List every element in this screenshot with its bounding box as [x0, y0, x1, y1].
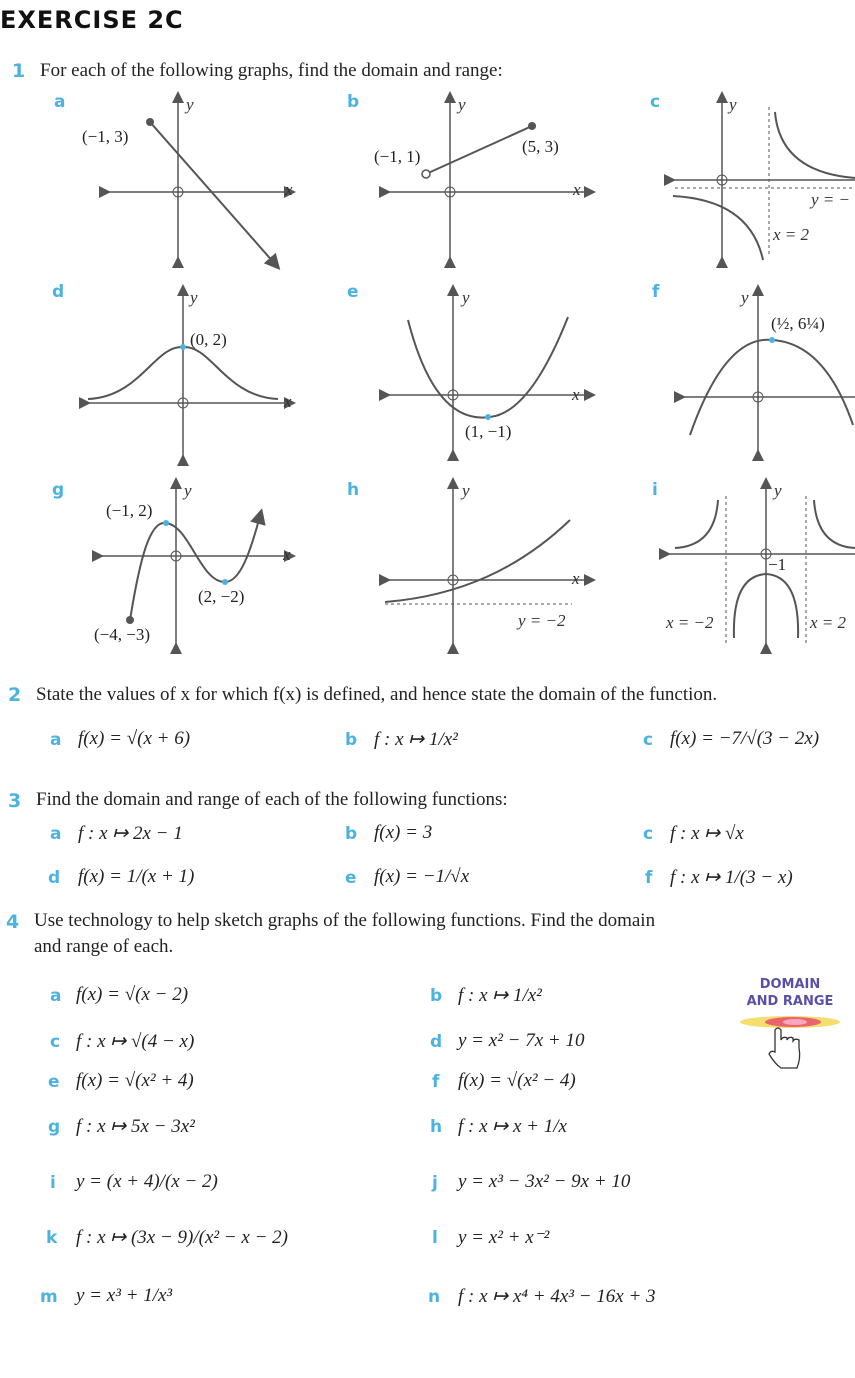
graph-c-vertical-asymptote-label: x = 2: [773, 225, 810, 244]
question-2-number: 2: [8, 684, 22, 706]
q4-part-c-expr: f : x ↦ √(4 − x): [76, 1031, 195, 1052]
graph-f-point-label: (½, 6¼): [771, 314, 825, 333]
q4-part-i-letter: i: [50, 1173, 56, 1193]
question-3-text: Find the domain and range of each of the following functions:: [36, 789, 508, 810]
graph-i-mark-label: −1: [768, 555, 787, 574]
graph-a-y-label: y: [186, 95, 194, 114]
question-1-text: For each of the following graphs, find the domain and range:: [40, 60, 503, 81]
q3-part-b-expr: f(x) = 3: [374, 822, 433, 843]
graph-i-right-asymptote-label: x = 2: [810, 613, 847, 632]
graph-i-letter: i: [652, 480, 658, 500]
pointing-hand-icon: [735, 1010, 845, 1070]
graph-b: [370, 92, 600, 272]
q3-part-c-letter: c: [643, 824, 654, 844]
q4-part-i-expr: y = (x + 4)/(x − 2): [76, 1171, 218, 1192]
q4-part-a-letter: a: [50, 986, 62, 1006]
graph-f-letter: f: [652, 282, 660, 302]
graph-a-point-label: (−1, 3): [82, 127, 129, 146]
graph-h-asymptote-label: y = −2: [518, 611, 566, 630]
domain-and-range-badge[interactable]: [735, 976, 845, 1074]
q3-part-e-expr: f(x) = −1/√x: [374, 866, 470, 887]
q4-part-m-letter: m: [40, 1287, 58, 1307]
badge-line2: AND RANGE: [746, 994, 834, 1009]
q4-part-k-letter: k: [46, 1228, 58, 1248]
q2-part-b-expr: f : x ↦ 1/x²: [374, 729, 458, 750]
q3-part-f-expr: f : x ↦ 1/(3 − x): [670, 867, 793, 888]
q4-part-h-letter: h: [430, 1117, 443, 1137]
question-3-number: 3: [8, 790, 22, 812]
q3-part-e-letter: e: [345, 868, 357, 888]
question-4-number: 4: [6, 911, 20, 933]
q2-part-a-expr: f(x) = √(x + 6): [78, 728, 191, 749]
graph-b-x-label: x: [573, 180, 581, 199]
q4-part-f-expr: f(x) = √(x² − 4): [458, 1070, 576, 1091]
graph-h-y-label: y: [462, 481, 470, 500]
q4-part-j-letter: j: [432, 1173, 438, 1193]
q2-part-b-letter: b: [345, 730, 358, 750]
graph-g-point1-label: (−1, 2): [106, 501, 153, 520]
q4-part-c-letter: c: [50, 1032, 61, 1052]
q4-part-l-letter: l: [432, 1228, 438, 1248]
graph-b-point1-label: (−1, 1): [374, 147, 421, 166]
q3-part-d-expr: f(x) = 1/(x + 1): [78, 866, 195, 887]
q4-part-j-expr: y = x³ − 3x² − 9x + 10: [458, 1171, 631, 1192]
q3-part-a-expr: f : x ↦ 2x − 1: [78, 823, 183, 844]
graph-c-y-label: y: [729, 95, 737, 114]
q4-part-g-expr: f : x ↦ 5x − 3x²: [76, 1116, 195, 1137]
graph-f: [675, 285, 855, 465]
graph-a: [80, 92, 310, 272]
graph-d-point-label: (0, 2): [190, 330, 227, 349]
q4-part-b-letter: b: [430, 986, 443, 1006]
question-4-text-line1: Use technology to help sketch graphs of the following functions. Find the domain: [34, 910, 656, 931]
q2-part-c-expr: f(x) = −7/√(3 − 2x): [670, 728, 820, 749]
graph-g-x-label: x: [283, 545, 291, 564]
graph-g-point3-label: (−4, −3): [94, 625, 150, 644]
graph-g-point2-label: (2, −2): [198, 587, 245, 606]
graph-c: [665, 92, 855, 272]
q3-part-b-letter: b: [345, 824, 358, 844]
q4-part-k-expr: f : x ↦ (3x − 9)/(x² − x − 2): [76, 1227, 289, 1248]
graph-a-letter: a: [54, 92, 66, 112]
graph-b-point2-label: (5, 3): [522, 137, 559, 156]
q4-part-e-letter: e: [48, 1072, 60, 1092]
q4-part-m-expr: y = x³ + 1/x³: [76, 1285, 173, 1306]
graph-e-y-label: y: [462, 288, 470, 307]
graph-c-letter: c: [650, 92, 661, 112]
graph-g-y-label: y: [184, 481, 192, 500]
graph-h: [380, 478, 600, 656]
graph-d-x-label: x: [284, 392, 292, 411]
graph-f-y-label: y: [741, 288, 749, 307]
graph-h-x-label: x: [572, 569, 580, 588]
question-1-number: 1: [12, 60, 26, 82]
q4-part-h-expr: f : x ↦ x + 1/x: [458, 1116, 567, 1137]
q4-part-a-expr: f(x) = √(x − 2): [76, 984, 189, 1005]
graph-i-y-label: y: [774, 481, 782, 500]
q3-part-a-letter: a: [50, 824, 62, 844]
q4-part-d-letter: d: [430, 1032, 443, 1052]
graph-b-closed-endpoint: [528, 122, 536, 130]
graph-g-letter: g: [52, 480, 65, 500]
q3-part-f-letter: f: [645, 868, 653, 888]
q3-part-d-letter: d: [48, 868, 61, 888]
q4-part-l-expr: y = x² + x⁻²: [458, 1227, 550, 1248]
q4-part-e-expr: f(x) = √(x² + 4): [76, 1070, 194, 1091]
graph-e: [380, 285, 600, 465]
q4-part-n-letter: n: [428, 1287, 441, 1307]
q4-part-b-expr: f : x ↦ 1/x²: [458, 985, 542, 1006]
q4-part-n-expr: f : x ↦ x⁴ + 4x³ − 16x + 3: [458, 1286, 656, 1307]
q4-part-f-letter: f: [432, 1072, 440, 1092]
q4-part-g-letter: g: [48, 1117, 61, 1137]
graph-e-x-label: x: [572, 385, 580, 404]
graph-d: [80, 285, 300, 465]
q2-part-a-letter: a: [50, 730, 62, 750]
graph-c-horizontal-asymptote-label: y = −: [811, 190, 850, 209]
graph-d-letter: d: [52, 282, 65, 302]
graph-a-endpoint: [146, 118, 154, 126]
q2-part-c-letter: c: [643, 730, 654, 750]
graph-b-letter: b: [347, 92, 360, 112]
graph-i: [660, 478, 855, 656]
graph-d-y-label: y: [190, 288, 198, 307]
q3-part-c-expr: f : x ↦ √x: [670, 823, 744, 844]
graph-a-x-label: x: [285, 180, 293, 199]
q4-part-d-expr: y = x² − 7x + 10: [458, 1030, 585, 1051]
question-2-text: State the values of x for which f(x) is defined, and hence state the domain of the function.: [36, 684, 718, 705]
graph-b-y-label: y: [458, 95, 466, 114]
graph-e-point-label: (1, −1): [465, 422, 512, 441]
graph-b-open-endpoint: [422, 170, 430, 178]
graph-i-left-asymptote-label: x = −2: [666, 613, 714, 632]
graph-h-letter: h: [347, 480, 360, 500]
badge-line1: DOMAIN: [759, 977, 821, 992]
graph-g: [80, 478, 300, 656]
question-4-text-line2: and range of each.: [34, 936, 174, 957]
exercise-title: EXERCISE 2C: [0, 6, 184, 34]
graph-e-letter: e: [347, 282, 359, 302]
